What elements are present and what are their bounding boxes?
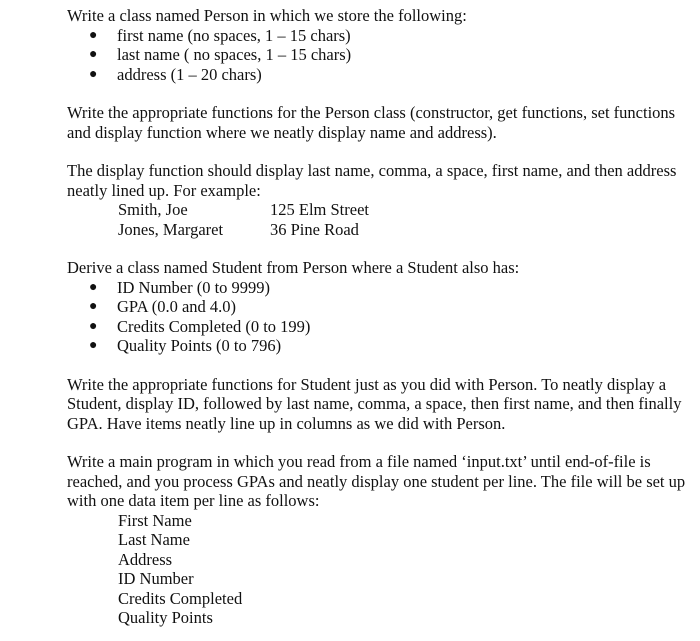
- main-program-paragraph: Write a main program in which you read from a file named ‘input.txt’ until end-of-file is reached, and you process GPAs and neatly display one student per line. The file will be set up with one data item per line as follows:: [67, 452, 686, 510]
- list-item: Last Name: [118, 530, 190, 549]
- bullet-icon: ●: [89, 279, 98, 295]
- display-function-paragraph: The display function should display last name, comma, a space, first name, and then address neatly lined up. For example:: [67, 161, 677, 200]
- list-item: Credits Completed: [118, 588, 243, 608]
- bullet-icon: ●: [89, 27, 98, 43]
- list-item: ● address (1 – 20 chars): [89, 64, 262, 84]
- student-functions-paragraph: Write the appropriate functions for Student just as you did with Person. To neatly display a Student, display ID, followed by last name, comma, a space, then first name, and then finally GPA. Have items neatly line up in columns as we did with Person.: [67, 374, 682, 433]
- list-item: ID Number: [118, 569, 194, 588]
- student-fields-list: [67, 278, 687, 356]
- assignment-document: [67, 6, 687, 628]
- table-row: [118, 200, 369, 220]
- person-fields-list: [67, 26, 687, 85]
- list-item: ● GPA (0.0 and 4.0): [89, 297, 237, 316]
- example-name: Smith, Joe: [118, 200, 188, 219]
- person-functions-paragraph: Write the appropriate functions for the Person class (constructor, get functions, set functions and display function where we neatly display name and address).: [67, 103, 676, 142]
- list-item: ● first name (no spaces, 1 – 15 chars): [89, 25, 351, 45]
- list-item: ● Quality Points (0 to 796): [89, 336, 282, 355]
- example-address: 125 Elm Street: [270, 200, 369, 219]
- example-name: Jones, Margaret: [118, 219, 224, 239]
- bullet-icon: ●: [89, 299, 98, 314]
- list-item: ● ID Number (0 to 9999): [89, 277, 271, 297]
- bullet-icon: ●: [89, 318, 98, 334]
- person-class-intro: Write a class named Person in which we store the following:: [67, 6, 467, 25]
- display-example-table: [118, 200, 369, 239]
- example-address: 36 Pine Road: [270, 219, 359, 239]
- bullet-icon: ●: [89, 66, 98, 82]
- list-item: ● Credits Completed (0 to 199): [89, 316, 311, 336]
- input-file-fields: [118, 511, 687, 628]
- student-class-intro: Derive a class named Student from Person where a Student also has:: [67, 258, 520, 277]
- list-item: ● last name ( no spaces, 1 – 15 chars): [89, 45, 352, 64]
- table-row: [118, 220, 369, 240]
- bullet-icon: ●: [89, 338, 98, 353]
- list-item: Address: [118, 549, 173, 569]
- list-item: Quality Points: [118, 608, 213, 627]
- bullet-icon: ●: [89, 47, 98, 62]
- list-item: First Name: [118, 510, 192, 530]
